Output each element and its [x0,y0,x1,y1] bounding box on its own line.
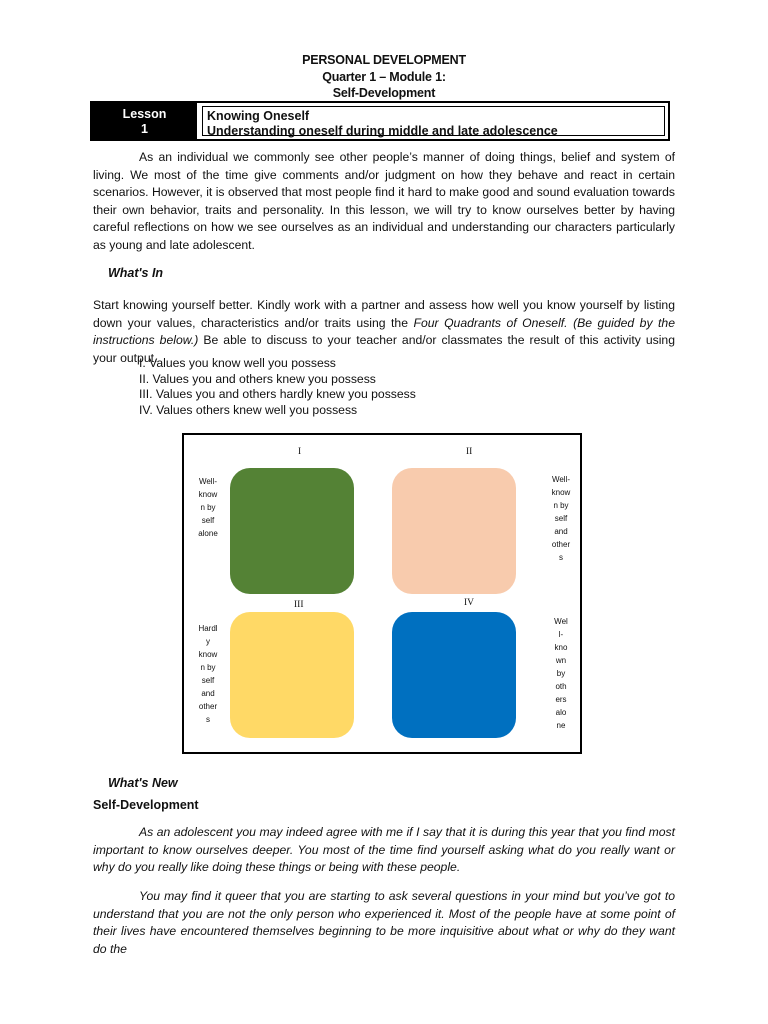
quadrant-iv-side-label: Wel l- kno wn by oth ers alo ne [554,617,568,730]
quadrant-i-side-label: Well- know n by self alone [198,477,218,538]
quadrant-ii-side-label: Well- know n by self and other s [551,475,571,562]
lesson-banner [90,101,670,141]
whats-in-heading: What's In [108,266,164,280]
lesson-title: Knowing Oneself [207,109,310,123]
instructions-italic-text: Four Quadrants of Oneself. (Be guided by the instructions below.) [93,315,675,347]
quadrant-ii-box [392,468,516,594]
quarter-module-label: Quarter 1 – Module 1: [322,70,446,84]
quadrant-list [139,356,416,418]
quadrant-label-iv: IV [464,598,475,608]
quadrant-label-ii: II [466,447,473,457]
whats-new-paragraph-1: As an adolescent you may indeed agree with me if I say that it is during this year that you find most important to know ourselves deeper. You most of the time find yourself asking what do you really want or why do you really like doing these things or being with these people. [93,825,675,874]
list-item: I. Values you know well you possess [139,356,336,370]
module-title: Self-Development [332,86,436,100]
lesson-number-tag [92,103,197,139]
document-title: PERSONAL DEVELOPMENT [302,53,466,67]
self-development-heading: Self-Development [93,798,199,812]
lesson-number: 1 [141,122,148,136]
quadrant-iii-box [230,612,354,738]
intro-paragraph: As an individual we commonly see other people’s manner of doing things, belief and system of living. We most of the time give comments and/or judgment on how they behave and react in certain scenarios. However, it is observed that most people find it hard to make good and sound evaluation towards their own behavior, traits and personality. In this lesson, we will try to know ourselves better by having careful reflections on how we see ourselves as an individual and understanding our characters particularly as young and late adolescent. [93,150,675,252]
quadrant-label-i: I [298,447,302,457]
instructions-text: Start knowing yourself better. Kindly work with a partner and assess how well you know yourself by listing down your values, characteristics and/or traits using the [93,298,675,330]
lesson-title-box [202,106,665,136]
lesson-label: Lesson [122,107,167,121]
list-item: III. Values you and others hardly knew you possess [139,387,416,401]
lesson-subtitle: Understanding oneself during middle and late adolescence [207,124,558,138]
whats-new-heading: What's New [108,776,178,790]
quadrant-i-box [230,468,354,594]
list-item: II. Values you and others knew you possess [139,371,376,386]
quadrant-iv-box [392,612,516,738]
whats-new-paragraph-2: You may find it queer that you are starting to ask several questions in your mind but you’ve got to understand that you are not the only person who experienced it. Most of the people have at some point of their lives have encountered themselves beginning to be more inquisitive about what or why do they want do the [93,889,675,956]
list-item: IV. Values others knew well you possess [139,402,358,417]
quadrant-label-iii: III [294,600,304,610]
four-quadrants-diagram [182,433,582,754]
instructions-text-end: Be able to discuss to your teacher and/or classmates the result of this activity using your output. [93,333,675,365]
lesson-title-text [207,109,558,139]
quadrant-iii-side-label: Hardl y know n by self and other s [198,624,218,724]
